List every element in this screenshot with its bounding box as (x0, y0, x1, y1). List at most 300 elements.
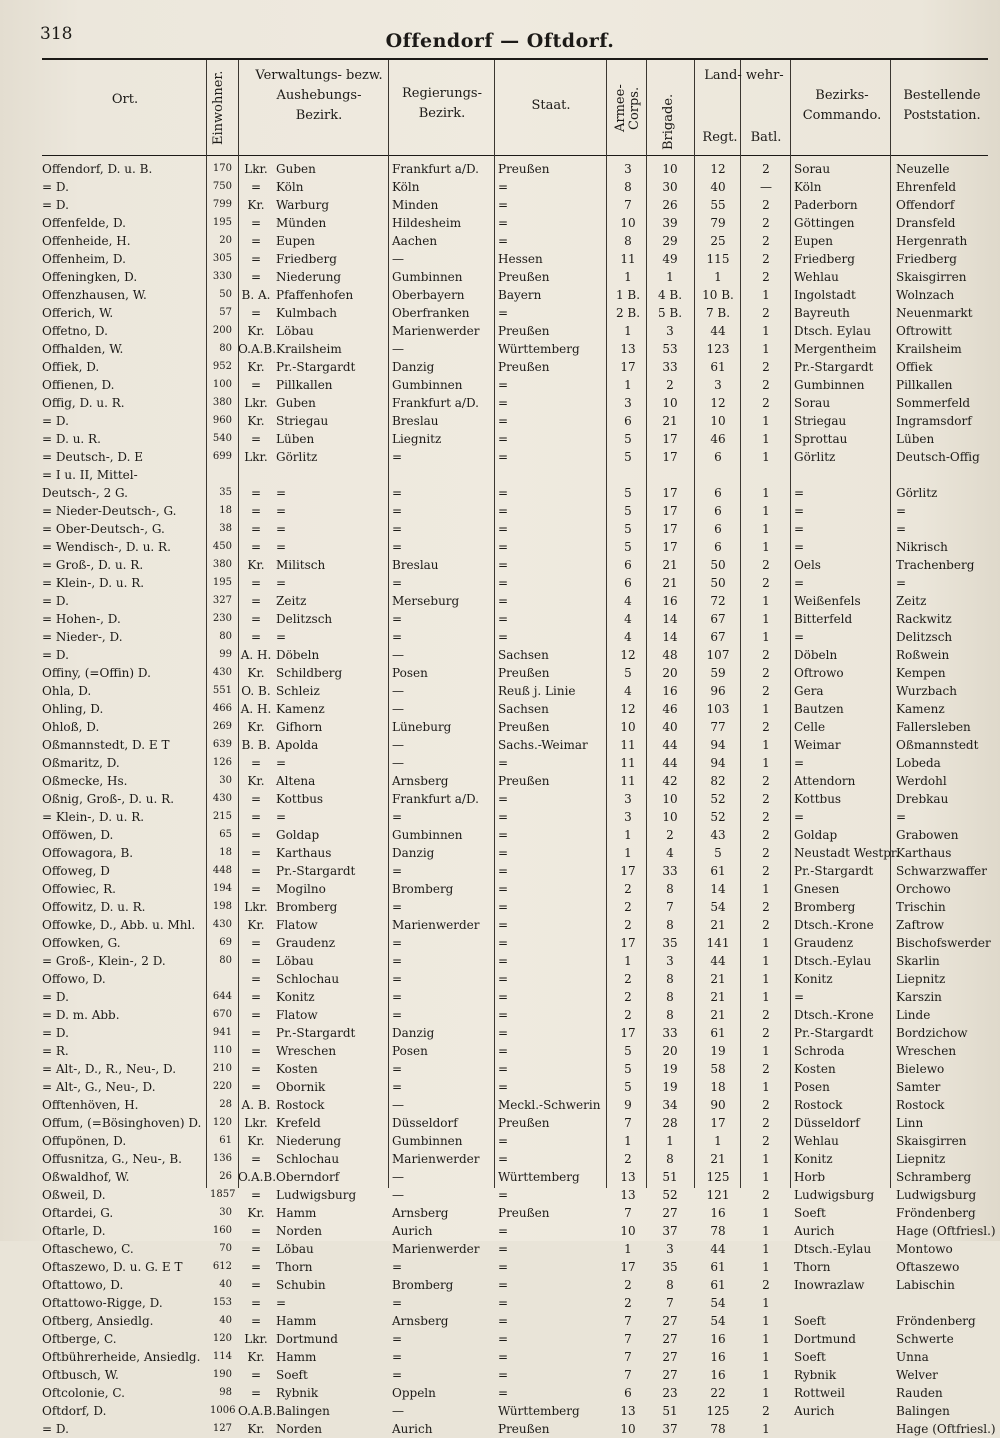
cell-regt: 25 (710, 234, 726, 248)
cell-ort: Oßmannstedt, D. E T (42, 738, 170, 752)
cell-vb2: = (276, 504, 287, 518)
cell-brig: 17 (662, 540, 678, 554)
cell-regt: 6 (714, 522, 722, 536)
cell-reg: = (392, 1368, 403, 1382)
cell-reg: Bromberg (392, 1278, 454, 1292)
cell-batl: 2 (762, 1026, 770, 1040)
cell-batl: 2 (762, 828, 770, 842)
cell-brig: 17 (662, 486, 678, 500)
cell-corps: 7 (624, 1314, 632, 1328)
cell-batl: 2 (762, 810, 770, 824)
cell-regt: 141 (706, 936, 730, 950)
cell-batl: 2 (762, 1134, 770, 1148)
cell-bp: Liepnitz (896, 1152, 946, 1166)
cell-bk: Attendorn (794, 774, 856, 788)
cell-vb2: = (276, 630, 287, 644)
cell-ew: 80 (219, 631, 232, 642)
cell-batl: — (760, 180, 772, 194)
cell-ort: Offtenhöven, H. (42, 1098, 139, 1112)
table-row (42, 502, 992, 520)
cell-brig: 53 (662, 342, 678, 356)
table-row (42, 1042, 992, 1060)
cell-bk: Goldap (794, 828, 838, 842)
cell-bk: Dortmund (794, 1332, 856, 1346)
cell-batl: 1 (762, 1296, 770, 1310)
cell-staat: Württemberg (498, 342, 580, 356)
cell-vb2: Niederung (276, 1134, 342, 1148)
cell-corps: 3 (624, 792, 632, 806)
cell-bk: Dtsch.-Krone (794, 918, 874, 932)
cell-bk: Ludwigsburg (794, 1188, 875, 1202)
cell-ort: Oßnig, Groß-, D. u. R. (42, 792, 175, 806)
cell-corps: 13 (620, 1188, 636, 1202)
table-row (42, 628, 992, 646)
cell-vb1: = (250, 1278, 262, 1292)
cell-batl: 2 (762, 1008, 770, 1022)
cell-ew: 1006 (210, 1405, 236, 1416)
cell-staat: Sachsen (498, 702, 549, 716)
cell-brig: 1 (666, 270, 674, 284)
cell-ew: 100 (212, 379, 232, 390)
cell-reg: = (392, 1008, 403, 1022)
header-batl: Batl. (750, 130, 782, 145)
cell-staat: = (498, 396, 509, 410)
cell-vb2: = (276, 1296, 287, 1310)
table-row (42, 250, 992, 268)
table-row (42, 898, 992, 916)
cell-regt: 18 (710, 1080, 726, 1094)
top-rule (42, 58, 988, 60)
cell-vb1: Lkr. (244, 396, 268, 410)
cell-corps: 7 (624, 1206, 632, 1220)
cell-staat: = (498, 612, 509, 626)
cell-bp: Sommerfeld (896, 396, 971, 410)
cell-ort: Oßmaritz, D. (42, 756, 120, 770)
cell-vb2: Pillkallen (276, 378, 333, 392)
cell-bp: Fallersleben (896, 720, 971, 734)
cell-corps: 10 (620, 1224, 636, 1238)
cell-batl: 2 (762, 1278, 770, 1292)
cell-batl: 1 (762, 1152, 770, 1166)
cell-reg: Aurich (392, 1224, 433, 1238)
cell-staat: = (498, 522, 509, 536)
cell-batl: 2 (762, 846, 770, 860)
cell-staat: = (498, 1008, 509, 1022)
cell-vb2: Kamenz (276, 702, 325, 716)
cell-batl: 1 (762, 612, 770, 626)
cell-vb1: Kr. (247, 198, 265, 212)
cell-batl: 2 (762, 270, 770, 284)
cell-batl: 2 (762, 234, 770, 248)
cell-vb1: A. H. (240, 648, 272, 662)
cell-brig: 8 (666, 1152, 674, 1166)
cell-vb1: = (250, 504, 262, 518)
table-row (42, 934, 992, 952)
cell-staat: = (498, 1062, 509, 1076)
cell-brig: 21 (662, 558, 678, 572)
cell-ort: Offowke, D., Abb. u. Mhl. (42, 918, 196, 932)
cell-brig: 42 (662, 774, 678, 788)
cell-ew: 448 (212, 865, 232, 876)
cell-ew: 269 (212, 721, 232, 732)
cell-vb2: Altena (276, 774, 316, 788)
table-row (42, 214, 992, 232)
cell-regt: 125 (706, 1170, 730, 1184)
cell-staat: = (498, 180, 509, 194)
cell-staat: = (498, 1044, 509, 1058)
cell-corps: 4 (624, 630, 632, 644)
cell-batl: 1 (762, 342, 770, 356)
cell-vb1: Kr. (247, 558, 265, 572)
cell-vb1: = (250, 846, 262, 860)
cell-ew: 200 (212, 325, 232, 336)
table-row (42, 880, 992, 898)
cell-corps: 17 (620, 864, 636, 878)
table-row (42, 1330, 992, 1348)
cell-corps: 5 (624, 1062, 632, 1076)
cell-bp: Dransfeld (896, 216, 956, 230)
table-row (42, 610, 992, 628)
cell-ew: 57 (219, 307, 232, 318)
cell-bk: Pr.-Stargardt (794, 360, 874, 374)
cell-batl: 1 (762, 1422, 770, 1436)
cell-vb1: = (250, 828, 262, 842)
cell-vb2: Schildberg (276, 666, 343, 680)
cell-vb1: = (250, 216, 262, 230)
table-row (42, 700, 992, 718)
cell-ort: Offum, (=Bösinghoven) D. (42, 1116, 202, 1130)
cell-bp: Karszin (896, 990, 942, 1004)
cell-batl: 2 (762, 720, 770, 734)
cell-bk: Gumbinnen (794, 378, 865, 392)
cell-vb1: = (250, 252, 262, 266)
cell-batl: 1 (762, 1044, 770, 1058)
cell-bp: Balingen (896, 1404, 950, 1418)
cell-brig: 10 (662, 810, 678, 824)
cell-bk: Thorn (794, 1260, 831, 1274)
cell-vb1: = (250, 1026, 262, 1040)
cell-brig: 8 (666, 990, 674, 1004)
cell-staat: = (498, 882, 509, 896)
cell-brig: 46 (662, 702, 678, 716)
cell-bp: Neuenmarkt (896, 306, 973, 320)
cell-staat: Preußen (498, 270, 550, 284)
cell-bk: = (794, 630, 805, 644)
cell-brig: 14 (662, 630, 678, 644)
cell-ew: 639 (212, 739, 232, 750)
cell-regt: 21 (710, 1152, 726, 1166)
cell-vb1: = (250, 1368, 262, 1382)
cell-reg: Bromberg (392, 882, 454, 896)
cell-ew: 380 (212, 559, 232, 570)
cell-corps: 2 (624, 972, 632, 986)
table-row (42, 808, 992, 826)
cell-vb1: Kr. (247, 1134, 265, 1148)
cell-regt: 17 (710, 1116, 726, 1130)
cell-vb2: Dortmund (276, 1332, 338, 1346)
cell-corps: 7 (624, 1368, 632, 1382)
cell-staat: = (498, 1350, 509, 1364)
table-row (42, 1312, 992, 1330)
cell-regt: 21 (710, 918, 726, 932)
cell-batl: 1 (762, 504, 770, 518)
cell-brig: 51 (662, 1170, 678, 1184)
cell-ort: Offetno, D. (42, 324, 108, 338)
cell-reg: = (392, 990, 403, 1004)
table-row (42, 268, 992, 286)
cell-corps: 17 (620, 1026, 636, 1040)
cell-corps: 1 (624, 378, 632, 392)
cell-batl: 1 (762, 1080, 770, 1094)
cell-ort: Oftbusch, W. (42, 1368, 119, 1382)
cell-ort: = Groß-, Klein-, 2 D. (42, 954, 166, 968)
cell-bk: = (794, 486, 805, 500)
cell-corps: 11 (620, 756, 636, 770)
cell-corps: 11 (620, 252, 636, 266)
cell-batl: 1 (762, 1350, 770, 1364)
cell-batl: 2 (762, 576, 770, 590)
cell-brig: 8 (666, 918, 674, 932)
cell-staat: = (498, 1296, 509, 1310)
cell-ew: 540 (212, 433, 232, 444)
cell-reg: Köln (392, 180, 420, 194)
cell-reg: Oberbayern (392, 288, 465, 302)
cell-brig: 44 (662, 756, 678, 770)
cell-bp: Welver (896, 1368, 938, 1382)
cell-vb2: Bromberg (276, 900, 338, 914)
cell-bk: Konitz (794, 972, 833, 986)
cell-regt: 72 (710, 594, 726, 608)
cell-reg: Posen (392, 1044, 428, 1058)
cell-bp: Linde (896, 1008, 931, 1022)
cell-ort: Offeningken, D. (42, 270, 138, 284)
cell-ort: Offowitz, D. u. R. (42, 900, 146, 914)
cell-bk: Eupen (794, 234, 833, 248)
cell-corps: 10 (620, 1422, 636, 1436)
cell-ort: Offienen, D. (42, 378, 115, 392)
cell-corps: 2 (624, 990, 632, 1004)
cell-batl: 2 (762, 1098, 770, 1112)
table-row (42, 430, 992, 448)
cell-vb1: = (250, 882, 262, 896)
cell-bk: Weißenfels (794, 594, 861, 608)
cell-bk: Striegau (794, 414, 847, 428)
cell-corps: 13 (620, 1404, 636, 1418)
cell-vb1: = (250, 234, 262, 248)
cell-reg: Oberfranken (392, 306, 470, 320)
cell-batl: 1 (762, 936, 770, 950)
cell-reg: Lüneburg (392, 720, 452, 734)
cell-batl: 1 (762, 450, 770, 464)
cell-reg: Düsseldorf (392, 1116, 458, 1130)
table-row (42, 376, 992, 394)
cell-batl: 2 (762, 198, 770, 212)
cell-ew: 30 (219, 775, 232, 786)
cell-staat: Sachs.-Weimar (498, 738, 588, 752)
cell-brig: 33 (662, 1026, 678, 1040)
table-row (42, 196, 992, 214)
cell-bp: Wurzbach (896, 684, 957, 698)
cell-vb1: = (250, 630, 262, 644)
cell-brig: 23 (662, 1386, 678, 1400)
cell-reg: Marienwerder (392, 1242, 480, 1256)
cell-staat: = (498, 414, 509, 428)
cell-ort: Offenheide, H. (42, 234, 131, 248)
cell-ew: 40 (219, 1279, 232, 1290)
cell-vb2: Flatow (276, 1008, 318, 1022)
cell-regt: 44 (710, 954, 726, 968)
cell-vb1: = (250, 576, 262, 590)
cell-staat: = (498, 900, 509, 914)
cell-bp: Fröndenberg (896, 1206, 976, 1220)
cell-reg: = (392, 576, 403, 590)
cell-batl: 1 (762, 702, 770, 716)
cell-ew: 230 (212, 613, 232, 624)
cell-ew: 127 (212, 1423, 232, 1434)
cell-ew: 110 (212, 1045, 232, 1056)
cell-vb1: Kr. (247, 414, 265, 428)
table-row (42, 790, 992, 808)
cell-ew: 65 (219, 829, 232, 840)
cell-reg: Frankfurt a/D. (392, 792, 479, 806)
cell-batl: 1 (762, 1206, 770, 1220)
cell-reg: Arnsberg (392, 1206, 449, 1220)
table-row (42, 286, 992, 304)
cell-staat: Preußen (498, 774, 550, 788)
cell-corps: 5 (624, 432, 632, 446)
table-row (42, 556, 992, 574)
cell-vb2: Thorn (276, 1260, 313, 1274)
cell-ort: = D. (42, 594, 69, 608)
cell-ort: Offowo, D. (42, 972, 106, 986)
cell-ew: 50 (219, 289, 232, 300)
cell-staat: = (498, 1080, 509, 1094)
cell-brig: 14 (662, 612, 678, 626)
cell-vb1: = (250, 936, 262, 950)
cell-bp: = (896, 810, 907, 824)
cell-bp: Deutsch-Offig (896, 450, 980, 464)
cell-vb2: Köln (276, 180, 304, 194)
cell-regt: 77 (710, 720, 726, 734)
cell-ort: Offöwen, D. (42, 828, 114, 842)
cell-bp: Krailsheim (896, 342, 962, 356)
cell-reg: — (392, 702, 404, 716)
cell-reg: Merseburg (392, 594, 460, 608)
cell-ort: Oftattowo, D. (42, 1278, 124, 1292)
cell-ew: 960 (212, 415, 232, 426)
table-row (42, 340, 992, 358)
gazetteer-table (42, 160, 996, 1438)
cell-regt: 115 (706, 252, 730, 266)
cell-bp: Ehrenfeld (896, 180, 957, 194)
cell-bk: Schroda (794, 1044, 845, 1058)
cell-vb1: O.A.B. (238, 1404, 277, 1418)
cell-corps: 1 (624, 954, 632, 968)
cell-bp: Schwarzwaffer (896, 864, 987, 878)
table-row (42, 1114, 992, 1132)
cell-batl: 1 (762, 1332, 770, 1346)
cell-staat: Meckl.-Schwerin (498, 1098, 601, 1112)
cell-regt: 22 (710, 1386, 726, 1400)
cell-brig: 34 (662, 1098, 678, 1112)
cell-regt: 54 (710, 1296, 726, 1310)
cell-vb2: Delitzsch (276, 612, 333, 626)
cell-corps: 1 B. (615, 288, 641, 302)
table-row (42, 1384, 992, 1402)
cell-corps: 1 (624, 1134, 632, 1148)
cell-ort: Oßmecke, Hs. (42, 774, 128, 788)
cell-corps: 2 (624, 918, 632, 932)
cell-bp: Trachenberg (896, 558, 975, 572)
cell-batl: 2 (762, 1404, 770, 1418)
cell-brig: 48 (662, 648, 678, 662)
cell-ort: Deutsch-, 2 G. (42, 486, 128, 500)
cell-corps: 5 (624, 486, 632, 500)
cell-brig: 29 (662, 234, 678, 248)
cell-vb1: = (250, 756, 262, 770)
cell-staat: Preußen (498, 1206, 550, 1220)
cell-bk: = (794, 810, 805, 824)
cell-brig: 27 (662, 1332, 678, 1346)
cell-corps: 7 (624, 198, 632, 212)
table-row (42, 1402, 992, 1420)
cell-staat: = (498, 504, 509, 518)
cell-staat: = (498, 486, 509, 500)
cell-staat: = (498, 558, 509, 572)
cell-bk: Weimar (794, 738, 841, 752)
cell-brig: 17 (662, 432, 678, 446)
cell-bp: Grabowen (896, 828, 959, 842)
cell-brig: 19 (662, 1062, 678, 1076)
cell-ew: 450 (212, 541, 232, 552)
cell-regt: 1 (714, 1134, 722, 1148)
cell-staat: = (498, 936, 509, 950)
cell-bp: = (896, 576, 907, 590)
table-row (42, 844, 992, 862)
cell-regt: 16 (710, 1368, 726, 1382)
cell-regt: 14 (710, 882, 726, 896)
cell-reg: — (392, 738, 404, 752)
cell-staat: = (498, 1242, 509, 1256)
cell-corps: 5 (624, 504, 632, 518)
cell-regt: 103 (706, 702, 730, 716)
cell-reg: = (392, 522, 403, 536)
cell-vb1: = (250, 270, 262, 284)
cell-vb1: = (250, 180, 262, 194)
table-row (42, 1150, 992, 1168)
cell-ort: = D. (42, 990, 69, 1004)
cell-ort: = Deutsch-, D. E (42, 450, 144, 464)
cell-brig: 2 (666, 828, 674, 842)
cell-vb1: = (250, 1008, 262, 1022)
cell-ort: Oßwaldhof, W. (42, 1170, 130, 1184)
cell-bp: Labischin (896, 1278, 955, 1292)
cell-ew: 170 (212, 163, 232, 174)
cell-reg: = (392, 486, 403, 500)
cell-ort: = D. (42, 180, 69, 194)
cell-corps: 11 (620, 774, 636, 788)
cell-vb1: = (250, 1296, 262, 1310)
table-row (42, 448, 992, 466)
cell-staat: = (498, 828, 509, 842)
table-row (42, 592, 992, 610)
cell-regt: 44 (710, 1242, 726, 1256)
cell-staat: = (498, 972, 509, 986)
cell-regt: 58 (710, 1062, 726, 1076)
cell-ort: = D. (42, 1422, 69, 1436)
cell-batl: 1 (762, 414, 770, 428)
cell-regt: 121 (706, 1188, 730, 1202)
